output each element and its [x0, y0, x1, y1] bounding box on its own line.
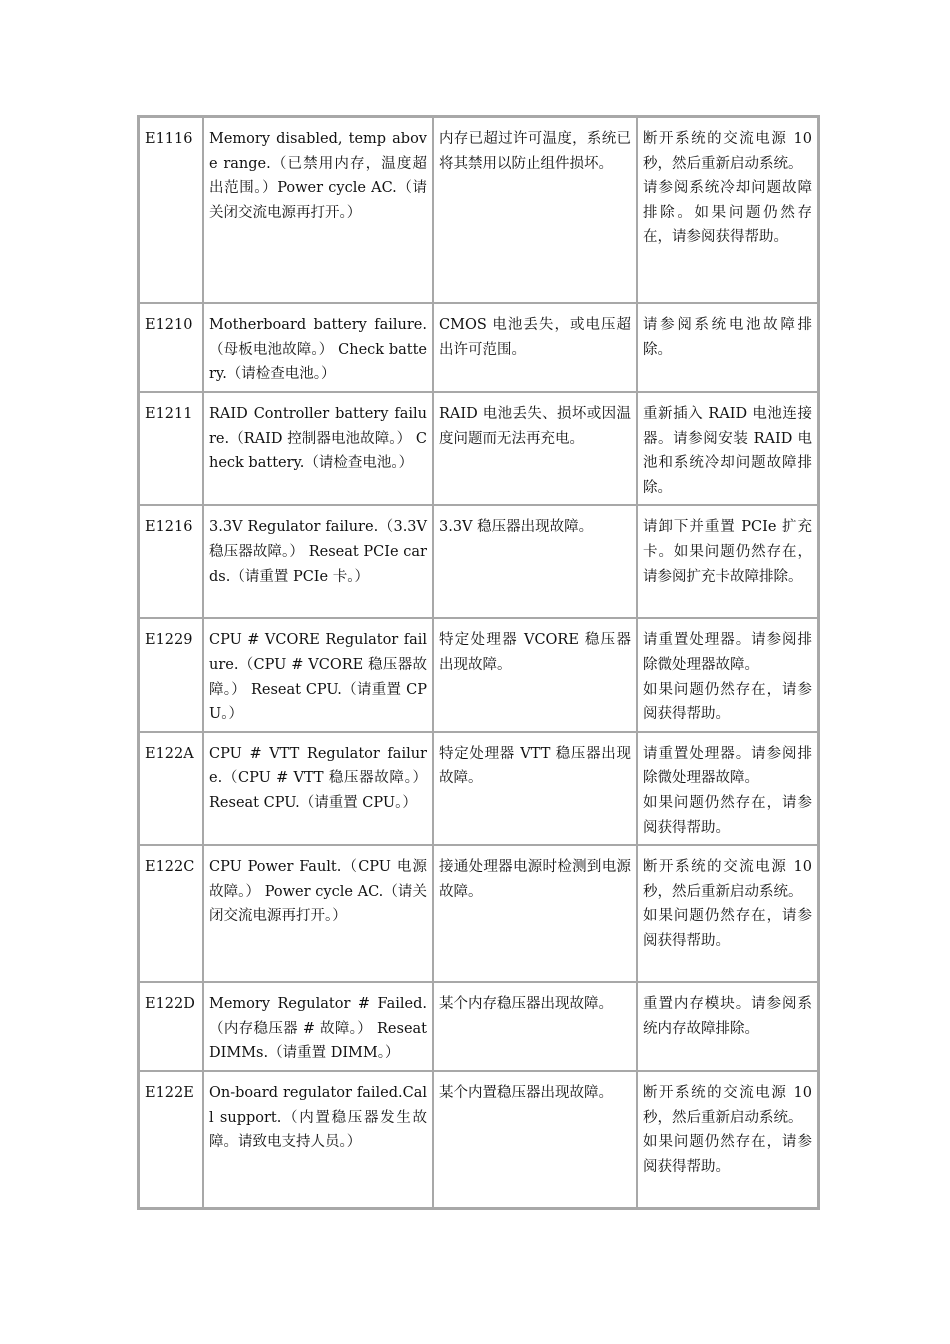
message-cell: Motherboard battery failure.（母板电池故障。） Check battery.（请检查电池。） — [203, 303, 433, 392]
cause-cell: 内存已超过许可温度，系统已将其禁用以防止组件损坏。 — [433, 117, 637, 303]
error-code-cell: E1116 — [139, 117, 203, 303]
action-text: 如果问题仍然存在，请参阅获得帮助。 — [643, 681, 812, 723]
error-code-cell: E1229 — [139, 618, 203, 731]
message-cell: CPU Power Fault.（CPU 电源故障。） Power cycle AC.（请关闭交流电源再打开。） — [203, 845, 433, 982]
action-cell — [637, 732, 818, 845]
action-text: 请参阅系统冷却问题故障排除。如果问题仍然存在，请参阅获得帮助。 — [643, 180, 812, 246]
table-row — [139, 845, 818, 982]
table-row — [139, 505, 818, 618]
error-code-cell: E1211 — [139, 392, 203, 505]
action-text: 请卸下并重置 PCIe 扩充卡。如果问题仍然存在，请参阅扩充卡故障排除。 — [643, 519, 812, 585]
action-text: 如果问题仍然存在，请参阅获得帮助。 — [643, 794, 812, 836]
action-text: 重置内存模块。请参阅系统内存故障排除。 — [643, 996, 812, 1037]
message-cell: Memory disabled, temp above range.（已禁用内存，温度超出范围。）Power cycle AC.（请关闭交流电源再打开。） — [203, 117, 433, 303]
error-code-cell: E1216 — [139, 505, 203, 618]
table-row — [139, 303, 818, 392]
error-code-table — [137, 115, 820, 1210]
message-cell: On-board regulator failed.Call support.（内置稳压器发生故障。请致电支持人员。） — [203, 1071, 433, 1208]
table-row — [139, 732, 818, 845]
action-cell — [637, 505, 818, 618]
table-row — [139, 982, 818, 1071]
table-row — [139, 1071, 818, 1208]
error-code-cell: E122C — [139, 845, 203, 982]
action-text: 重新插入 RAID 电池连接器。请参阅安装 RAID 电池和系统冷却问题故障排除。 — [643, 406, 812, 496]
action-text: 如果问题仍然存在，请参阅获得帮助。 — [643, 1134, 812, 1175]
action-cell — [637, 845, 818, 982]
error-code-cell: E122E — [139, 1071, 203, 1208]
action-text: 如果问题仍然存在，请参阅获得帮助。 — [643, 908, 812, 949]
cause-cell: 接通处理器电源时检测到电源故障。 — [433, 845, 637, 982]
action-text: 断开系统的交流电源 10 秒，然后重新启动系统。 — [643, 131, 812, 172]
message-cell: Memory Regulator # Failed.（内存稳压器 # 故障。） Reseat DIMMs.（请重置 DIMM。） — [203, 982, 433, 1071]
action-text: 断开系统的交流电源 10 秒，然后重新启动系统。 — [643, 1085, 812, 1126]
table-row — [139, 618, 818, 731]
action-cell — [637, 618, 818, 731]
cause-cell: 某个内存稳压器出现故障。 — [433, 982, 637, 1071]
message-cell: 3.3V Regulator failure.（3.3V 稳压器故障。） Reseat PCIe cards.（请重置 PCIe 卡。） — [203, 505, 433, 618]
error-code-cell: E1210 — [139, 303, 203, 392]
cause-cell: 某个内置稳压器出现故障。 — [433, 1071, 637, 1208]
table-row — [139, 117, 818, 303]
action-text: 断开系统的交流电源 10 秒，然后重新启动系统。 — [643, 859, 812, 900]
cause-cell: CMOS 电池丢失，或电压超出许可范围。 — [433, 303, 637, 392]
action-cell — [637, 303, 818, 392]
action-text: 请重置处理器。请参阅排除微处理器故障。 — [643, 632, 812, 673]
message-cell: RAID Controller battery failure.（RAID 控制器电池故障。） Check battery.（请检查电池。） — [203, 392, 433, 505]
error-code-cell: E122D — [139, 982, 203, 1071]
action-cell — [637, 982, 818, 1071]
cause-cell: 特定处理器 VCORE 稳压器出现故障。 — [433, 618, 637, 731]
action-cell — [637, 117, 818, 303]
table-row — [139, 392, 818, 505]
error-code-cell: E122A — [139, 732, 203, 845]
message-cell: CPU # VTT Regulator failure.（CPU # VTT 稳压器故障。）Reseat CPU.（请重置 CPU。） — [203, 732, 433, 845]
cause-cell: RAID 电池丢失、损坏或因温度问题而无法再充电。 — [433, 392, 637, 505]
action-text: 请重置处理器。请参阅排除微处理器故障。 — [643, 745, 812, 787]
cause-cell: 特定处理器 VTT 稳压器出现故障。 — [433, 732, 637, 845]
cause-cell: 3.3V 稳压器出现故障。 — [433, 505, 637, 618]
message-cell: CPU # VCORE Regulator failure.（CPU # VCORE 稳压器故障。） Reseat CPU.（请重置 CPU。） — [203, 618, 433, 731]
action-cell — [637, 1071, 818, 1208]
action-cell — [637, 392, 818, 505]
action-text: 请参阅系统电池故障排除。 — [643, 317, 812, 358]
